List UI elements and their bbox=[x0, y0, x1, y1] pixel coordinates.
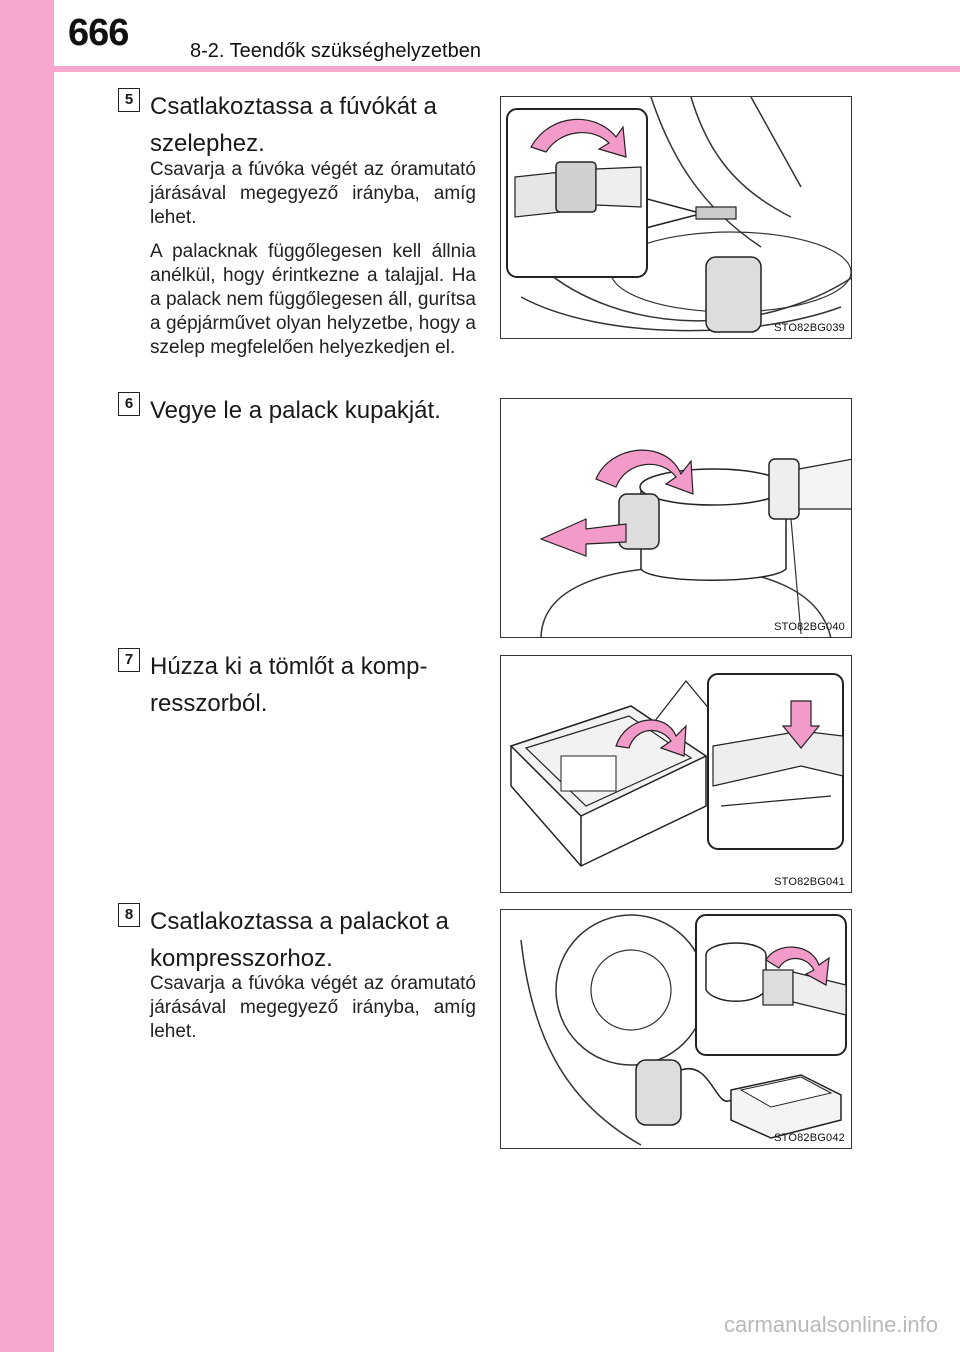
step-number-6: 6 bbox=[118, 392, 140, 416]
figure-attach-nozzle-to-valve bbox=[500, 96, 852, 339]
figure-connect-bottle-to-compressor bbox=[500, 909, 852, 1149]
figure-remove-bottle-cap bbox=[500, 398, 852, 638]
illustration-nozzle-valve bbox=[501, 97, 852, 339]
step-5-body bbox=[150, 158, 476, 370]
step-8-title: Csatlakoztassa a palackot a kompresszorhoz. bbox=[150, 908, 449, 972]
illustration-compressor-hose bbox=[501, 656, 852, 893]
step-6-title: Vegye le a palack kupakját. bbox=[150, 397, 441, 424]
step-number-8: 8 bbox=[118, 903, 140, 927]
step-8-body bbox=[150, 972, 476, 1054]
page-number: 666 bbox=[68, 12, 129, 54]
illustration-bottle-cap bbox=[501, 399, 852, 638]
watermark: carmanualsonline.info bbox=[723, 1312, 938, 1337]
step-8-paragraph-1: Csavarja a fúvóka végét az óramutató járásával megegyező irányba, amíg lehet. bbox=[150, 973, 476, 1042]
step-number-5: 5 bbox=[118, 88, 140, 112]
pull-arrow-icon bbox=[541, 519, 626, 556]
figure-code: STO82BG039 bbox=[774, 322, 845, 334]
figure-code: STO82BG041 bbox=[774, 876, 845, 888]
step-5-paragraph-2: A palacknak függőlegesen kell állnia anélkül, hogy érintkezne a talajjal. Ha a palack nem függőlegesen áll, gurítsa a gépjárművet olyan helyzetbe, hogy a szelep megfelelően helyezkedjen el. bbox=[150, 241, 476, 358]
section-title: 8-2. Teendők szükséghelyzetben bbox=[190, 40, 481, 62]
step-number-7: 7 bbox=[118, 648, 140, 672]
figure-code: STO82BG040 bbox=[774, 621, 845, 633]
chapter-sidebar-tab bbox=[0, 0, 54, 1352]
step-5-title: Csatlakoztassa a fúvókát a szelephez. bbox=[150, 93, 437, 157]
header-rule bbox=[54, 66, 960, 72]
step-5-paragraph-1: Csavarja a fúvóka végét az óramutató járásával megegyező irányba, amíg lehet. bbox=[150, 159, 476, 228]
step-7-title: Húzza ki a tömlőt a kompresszorból. bbox=[150, 653, 428, 717]
illustration-bottle-compressor bbox=[501, 910, 852, 1149]
figure-code: STO82BG042 bbox=[774, 1132, 845, 1144]
figure-pull-hose-from-compressor bbox=[500, 655, 852, 893]
